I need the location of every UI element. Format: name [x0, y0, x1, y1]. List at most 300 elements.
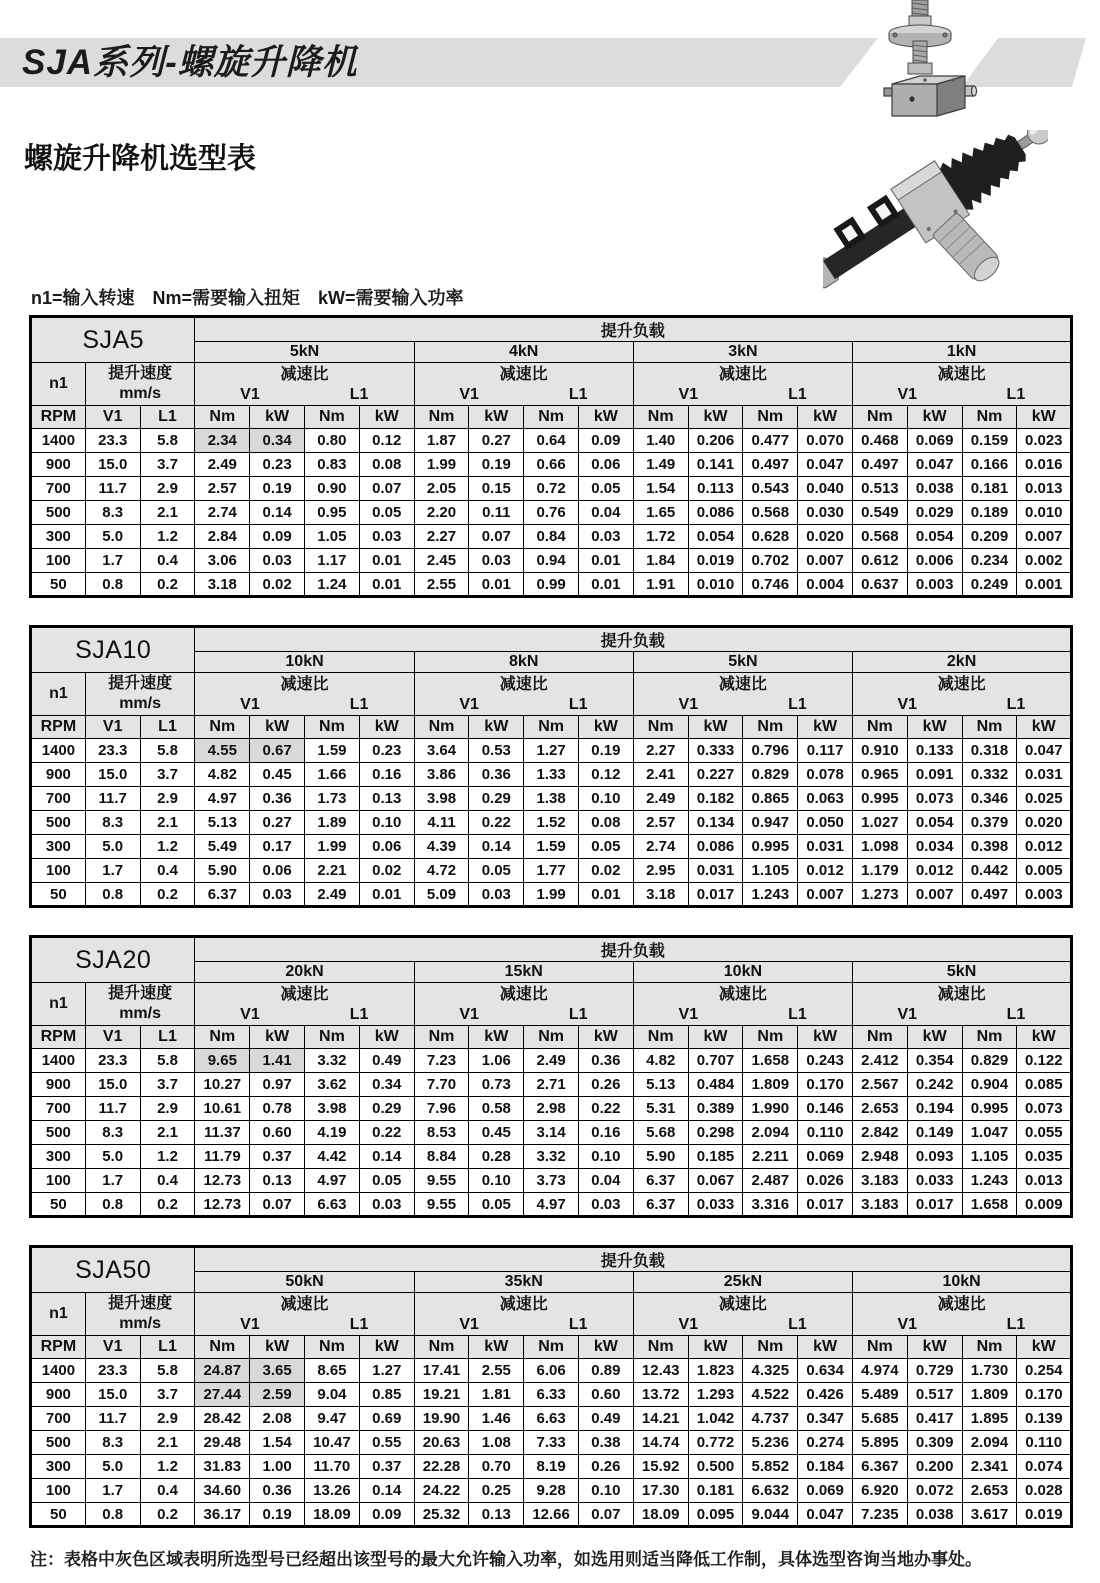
v1-label: V1 [459, 696, 479, 713]
kw-header: kW [469, 1026, 524, 1049]
speed-value: 11.7 [85, 1097, 140, 1121]
torque-power-value: 0.995 [962, 1097, 1017, 1121]
torque-power-value: 28.42 [195, 1407, 250, 1431]
torque-power-value: 4.325 [743, 1359, 798, 1383]
torque-power-value: 9.28 [524, 1479, 579, 1503]
torque-power-value: 1.59 [305, 739, 360, 763]
torque-power-value: 0.03 [359, 1193, 414, 1217]
load-value: 50kN [195, 1272, 414, 1293]
table-container-sja20 [29, 935, 1071, 1218]
kw-header: kW [250, 716, 305, 739]
torque-power-value: 0.01 [359, 549, 414, 573]
torque-power-value: 2.412 [852, 1049, 907, 1073]
torque-power-value: 0.110 [798, 1121, 853, 1145]
ratio-header [633, 363, 852, 406]
torque-power-value: 0.72 [524, 477, 579, 501]
torque-power-value: 9.55 [414, 1169, 469, 1193]
selection-table-sja50 [29, 1245, 1073, 1528]
torque-power-value: 0.182 [688, 787, 743, 811]
rpm-value: 900 [31, 1073, 86, 1097]
ratio-label: 减速比 [937, 986, 986, 1003]
ratio-header [852, 363, 1071, 406]
torque-power-value: 0.379 [962, 811, 1017, 835]
torque-power-value: 14.74 [633, 1431, 688, 1455]
torque-power-value: 0.612 [852, 549, 907, 573]
torque-power-value: 0.513 [852, 477, 907, 501]
torque-power-value: 0.477 [743, 429, 798, 453]
torque-power-value: 0.37 [250, 1145, 305, 1169]
torque-power-value: 0.017 [798, 1193, 853, 1217]
torque-power-value: 15.92 [633, 1455, 688, 1479]
rpm-value: 900 [31, 453, 86, 477]
nm-header: Nm [414, 1026, 469, 1049]
torque-power-value: 5.68 [633, 1121, 688, 1145]
torque-power-value: 0.19 [469, 453, 524, 477]
kw-header: kW [359, 406, 414, 429]
torque-power-value: 2.49 [195, 453, 250, 477]
load-header: 提升负载 [195, 937, 1072, 962]
torque-power-value: 0.033 [688, 1193, 743, 1217]
torque-power-value: 0.904 [962, 1073, 1017, 1097]
rpm-header: RPM [31, 406, 86, 429]
torque-power-value: 5.90 [195, 859, 250, 883]
torque-power-value: 0.206 [688, 429, 743, 453]
speed-value: 0.4 [140, 1479, 195, 1503]
v1-column-header: V1 [85, 1336, 140, 1359]
torque-power-value: 0.08 [359, 453, 414, 477]
nm-header: Nm [524, 406, 579, 429]
torque-power-value: 0.020 [1017, 811, 1072, 835]
kw-header: kW [579, 1026, 634, 1049]
model-name: SJA10 [31, 627, 195, 673]
torque-power-value: 0.03 [250, 883, 305, 907]
speed-value: 1.7 [85, 859, 140, 883]
kw-header: kW [798, 716, 853, 739]
torque-power-value: 0.016 [1017, 453, 1072, 477]
torque-power-value: 1.105 [743, 859, 798, 883]
torque-power-value: 0.141 [688, 453, 743, 477]
kw-header: kW [469, 1336, 524, 1359]
torque-power-value: 5.13 [195, 811, 250, 835]
torque-power-value: 0.14 [250, 501, 305, 525]
speed-value: 5.8 [140, 1359, 195, 1383]
torque-power-value: 0.628 [743, 525, 798, 549]
v1-label: V1 [897, 1316, 918, 1333]
torque-power-value: 3.18 [633, 883, 688, 907]
torque-power-value: 0.017 [907, 1193, 962, 1217]
torque-power-value: 0.017 [688, 883, 743, 907]
torque-power-value: 0.02 [359, 859, 414, 883]
kw-header: kW [250, 1026, 305, 1049]
torque-power-value: 0.030 [798, 501, 853, 525]
kw-header: kW [798, 406, 853, 429]
torque-power-value: 19.21 [414, 1383, 469, 1407]
torque-power-value: 0.03 [359, 525, 414, 549]
rpm-value: 700 [31, 787, 86, 811]
torque-power-value: 1.91 [633, 573, 688, 597]
torque-power-value: 0.05 [469, 1193, 524, 1217]
table-container-sja5 [29, 315, 1071, 598]
legend-note: n1=输入转速 Nm=需要输入扭矩 kW=需要输入功率 [31, 288, 464, 308]
torque-power-value: 0.02 [250, 573, 305, 597]
torque-power-value: 0.085 [1017, 1073, 1072, 1097]
torque-power-value: 2.95 [633, 859, 688, 883]
rpm-value: 100 [31, 1479, 86, 1503]
torque-power-value: 0.006 [907, 549, 962, 573]
torque-power-value: 2.57 [633, 811, 688, 835]
torque-power-value: 0.01 [578, 549, 633, 573]
torque-power-value: 0.086 [688, 501, 743, 525]
torque-power-value: 0.004 [798, 573, 853, 597]
ratio-label: 减速比 [280, 366, 329, 383]
ratio-header [414, 673, 633, 716]
torque-power-value: 12.43 [633, 1359, 688, 1383]
ratio-label: 减速比 [280, 1296, 329, 1313]
torque-power-value: 0.185 [688, 1145, 743, 1169]
torque-power-value: 0.110 [1017, 1431, 1072, 1455]
rpm-value: 300 [31, 835, 86, 859]
torque-power-value: 0.054 [907, 811, 962, 835]
torque-power-value: 2.21 [305, 859, 360, 883]
ratio-header [633, 983, 852, 1026]
l1-column-header: L1 [140, 406, 195, 429]
torque-power-value: 2.27 [633, 739, 688, 763]
torque-power-value: 1.99 [305, 835, 360, 859]
torque-power-value: 1.273 [852, 883, 907, 907]
torque-power-value: 0.026 [798, 1169, 853, 1193]
nm-header: Nm [524, 1336, 579, 1359]
ratio-label: 减速比 [937, 676, 986, 693]
load-value: 15kN [414, 962, 633, 983]
torque-power-value: 2.842 [852, 1121, 907, 1145]
torque-power-value: 1.658 [962, 1193, 1017, 1217]
torque-power-value: 1.730 [962, 1359, 1017, 1383]
torque-power-value: 0.019 [1017, 1503, 1072, 1527]
torque-power-value: 2.20 [414, 501, 469, 525]
torque-power-value: 0.89 [579, 1359, 634, 1383]
torque-power-value: 0.047 [1017, 739, 1072, 763]
torque-power-value: 0.60 [250, 1121, 305, 1145]
n1-header: n1 [31, 1293, 86, 1336]
torque-power-value: 0.072 [907, 1479, 962, 1503]
torque-power-value: 0.37 [359, 1455, 414, 1479]
kw-header: kW [250, 406, 305, 429]
speed-value: 15.0 [85, 763, 140, 787]
torque-power-value: 1.06 [469, 1049, 524, 1073]
torque-power-value: 6.63 [305, 1193, 360, 1217]
torque-power-value: 17.30 [633, 1479, 688, 1503]
torque-power-value: 0.050 [798, 811, 853, 835]
torque-power-value: 0.34 [359, 1073, 414, 1097]
nm-header: Nm [633, 1336, 688, 1359]
kw-header: kW [907, 716, 962, 739]
rpm-value: 100 [31, 1169, 86, 1193]
torque-power-value: 0.03 [578, 525, 633, 549]
torque-power-value: 1.05 [305, 525, 360, 549]
torque-power-value: 0.091 [907, 763, 962, 787]
torque-power-value: 5.31 [633, 1097, 688, 1121]
l1-column-header: L1 [140, 1026, 195, 1049]
kw-header: kW [579, 1336, 634, 1359]
l1-label: L1 [1006, 696, 1026, 713]
torque-power-value: 0.189 [962, 501, 1017, 525]
torque-power-value: 10.61 [195, 1097, 250, 1121]
torque-power-value: 0.58 [469, 1097, 524, 1121]
torque-power-value: 1.41 [250, 1049, 305, 1073]
torque-power-value: 0.029 [907, 501, 962, 525]
torque-power-value: 5.685 [852, 1407, 907, 1431]
torque-power-value: 9.55 [414, 1193, 469, 1217]
nm-header: Nm [305, 1336, 360, 1359]
torque-power-value: 0.019 [688, 549, 743, 573]
torque-power-value: 4.11 [414, 811, 469, 835]
torque-power-value: 4.42 [305, 1145, 360, 1169]
torque-power-value: 0.389 [688, 1097, 743, 1121]
speed-value: 0.8 [85, 883, 140, 907]
torque-power-value: 0.020 [798, 525, 853, 549]
torque-power-value: 0.073 [907, 787, 962, 811]
speed-unit-label: mm/s [119, 385, 161, 402]
torque-power-value: 0.16 [359, 763, 414, 787]
torque-power-value: 0.14 [359, 1145, 414, 1169]
ratio-label: 减速比 [499, 366, 548, 383]
torque-power-value: 4.737 [743, 1407, 798, 1431]
torque-power-value: 0.055 [1017, 1121, 1072, 1145]
torque-power-value: 0.29 [469, 787, 524, 811]
torque-power-value: 0.318 [962, 739, 1017, 763]
torque-power-value: 0.069 [907, 429, 962, 453]
rpm-value: 300 [31, 1145, 86, 1169]
torque-power-value: 5.09 [414, 883, 469, 907]
ratio-label: 减速比 [718, 676, 767, 693]
v1-label: V1 [897, 386, 918, 403]
torque-power-value: 0.184 [798, 1455, 853, 1479]
torque-power-value: 5.90 [633, 1145, 688, 1169]
torque-power-value: 2.74 [195, 501, 250, 525]
torque-power-value: 0.03 [469, 549, 524, 573]
torque-power-value: 0.074 [1017, 1455, 1072, 1479]
speed-value: 0.8 [85, 1193, 140, 1217]
kw-header: kW [578, 406, 633, 429]
torque-power-value: 0.995 [852, 787, 907, 811]
torque-power-value: 8.84 [414, 1145, 469, 1169]
torque-power-value: 2.55 [469, 1359, 524, 1383]
load-value: 5kN [633, 652, 852, 673]
torque-power-value: 0.36 [469, 763, 524, 787]
torque-power-value: 0.67 [250, 739, 305, 763]
torque-power-value: 2.49 [305, 883, 360, 907]
speed-header [85, 363, 195, 406]
torque-power-value: 0.05 [578, 477, 633, 501]
speed-value: 5.0 [85, 1455, 140, 1479]
speed-value: 2.1 [140, 811, 195, 835]
torque-power-value: 5.852 [743, 1455, 798, 1479]
kw-header: kW [907, 1026, 962, 1049]
rpm-value: 500 [31, 1121, 86, 1145]
rpm-header: RPM [31, 716, 86, 739]
torque-power-value: 0.012 [907, 859, 962, 883]
torque-power-value: 0.012 [798, 859, 853, 883]
speed-value: 0.2 [140, 573, 195, 597]
speed-unit-label: mm/s [119, 1315, 161, 1332]
torque-power-value: 1.00 [250, 1455, 305, 1479]
torque-power-value: 8.53 [414, 1121, 469, 1145]
load-value: 25kN [633, 1272, 852, 1293]
torque-power-value: 0.910 [852, 739, 907, 763]
speed-value: 23.3 [85, 1359, 140, 1383]
torque-power-value: 0.010 [1017, 501, 1072, 525]
speed-unit-label: mm/s [119, 695, 161, 712]
rpm-value: 50 [31, 573, 86, 597]
torque-power-value: 0.274 [798, 1431, 853, 1455]
torque-power-value: 0.249 [962, 573, 1017, 597]
torque-power-value: 0.181 [962, 477, 1017, 501]
load-value: 5kN [195, 342, 414, 363]
torque-power-value: 1.098 [852, 835, 907, 859]
v1-label: V1 [678, 696, 699, 713]
torque-power-value: 0.23 [250, 453, 305, 477]
speed-value: 5.8 [140, 429, 195, 453]
torque-power-value: 0.05 [469, 859, 524, 883]
rpm-value: 700 [31, 1407, 86, 1431]
torque-power-value: 2.57 [195, 477, 250, 501]
torque-power-value: 1.042 [688, 1407, 743, 1431]
torque-power-value: 0.398 [962, 835, 1017, 859]
kw-header: kW [798, 1026, 853, 1049]
torque-power-value: 4.97 [305, 1169, 360, 1193]
l1-label: L1 [788, 696, 807, 713]
v1-label: V1 [459, 386, 479, 403]
v1-label: V1 [240, 696, 260, 713]
rpm-value: 1400 [31, 1049, 86, 1073]
model-name: SJA50 [31, 1247, 195, 1293]
speed-value: 2.9 [140, 477, 195, 501]
torque-power-value: 0.159 [962, 429, 1017, 453]
torque-power-value: 22.28 [414, 1455, 469, 1479]
kw-header: kW [359, 1336, 414, 1359]
torque-power-value: 0.007 [907, 883, 962, 907]
l1-label: L1 [788, 386, 807, 403]
kw-header: kW [1017, 1336, 1072, 1359]
torque-power-value: 0.095 [688, 1503, 743, 1527]
torque-power-value: 12.73 [195, 1169, 250, 1193]
torque-power-value: 2.71 [524, 1073, 579, 1097]
speed-value: 8.3 [85, 501, 140, 525]
torque-power-value: 0.07 [579, 1503, 634, 1527]
torque-power-value: 0.149 [907, 1121, 962, 1145]
torque-power-value: 0.80 [305, 429, 360, 453]
torque-power-value: 0.14 [359, 1479, 414, 1503]
speed-value: 0.8 [85, 1503, 140, 1527]
torque-power-value: 0.023 [1017, 429, 1072, 453]
rpm-value: 100 [31, 859, 86, 883]
nm-header: Nm [633, 406, 688, 429]
torque-power-value: 0.22 [469, 811, 524, 835]
kw-header: kW [469, 406, 524, 429]
torque-power-value: 20.63 [414, 1431, 469, 1455]
torque-power-value: 4.19 [305, 1121, 360, 1145]
rpm-value: 900 [31, 763, 86, 787]
kw-header: kW [798, 1336, 853, 1359]
torque-power-value: 0.484 [688, 1073, 743, 1097]
speed-value: 0.2 [140, 883, 195, 907]
load-header: 提升负载 [195, 627, 1072, 652]
ratio-header [195, 1293, 414, 1336]
speed-value: 1.2 [140, 1145, 195, 1169]
torque-power-value: 5.49 [195, 835, 250, 859]
torque-power-value: 2.487 [743, 1169, 798, 1193]
torque-power-value: 0.354 [907, 1049, 962, 1073]
rpm-value: 100 [31, 549, 86, 573]
torque-power-value: 25.32 [414, 1503, 469, 1527]
torque-power-value: 2.27 [414, 525, 469, 549]
v1-column-header: V1 [85, 716, 140, 739]
torque-power-value: 0.234 [962, 549, 1017, 573]
torque-power-value: 0.06 [578, 453, 633, 477]
torque-power-value: 1.89 [305, 811, 360, 835]
model-name: SJA5 [31, 317, 195, 363]
table-container-sja50 [29, 1245, 1071, 1528]
torque-power-value: 24.22 [414, 1479, 469, 1503]
rpm-header: RPM [31, 1336, 86, 1359]
torque-power-value: 0.025 [1017, 787, 1072, 811]
torque-power-value: 0.034 [907, 835, 962, 859]
torque-power-value: 6.632 [743, 1479, 798, 1503]
torque-power-value: 0.468 [852, 429, 907, 453]
torque-power-value: 9.65 [195, 1049, 250, 1073]
ratio-label: 减速比 [280, 676, 329, 693]
torque-power-value: 2.98 [524, 1097, 579, 1121]
torque-power-value: 0.549 [852, 501, 907, 525]
speed-header [85, 673, 195, 716]
torque-power-value: 13.26 [305, 1479, 360, 1503]
torque-power-value: 0.70 [469, 1455, 524, 1479]
torque-power-value: 0.073 [1017, 1097, 1072, 1121]
load-value: 20kN [195, 962, 414, 983]
torque-power-value: 1.65 [633, 501, 688, 525]
torque-power-value: 0.49 [579, 1407, 634, 1431]
torque-power-value: 1.658 [743, 1049, 798, 1073]
torque-power-value: 0.417 [907, 1407, 962, 1431]
load-value: 10kN [633, 962, 852, 983]
torque-power-value: 4.55 [195, 739, 250, 763]
nm-header: Nm [852, 1336, 907, 1359]
torque-power-value: 1.54 [633, 477, 688, 501]
torque-power-value: 1.809 [962, 1383, 1017, 1407]
torque-power-value: 6.367 [852, 1455, 907, 1479]
rpm-value: 1400 [31, 1359, 86, 1383]
torque-power-value: 4.974 [852, 1359, 907, 1383]
torque-power-value: 2.74 [633, 835, 688, 859]
torque-power-value: 19.90 [414, 1407, 469, 1431]
speed-value: 23.3 [85, 429, 140, 453]
torque-power-value: 0.013 [1017, 477, 1072, 501]
torque-power-value: 11.70 [305, 1455, 360, 1479]
torque-power-value: 1.46 [469, 1407, 524, 1431]
torque-power-value: 0.865 [743, 787, 798, 811]
torque-power-value: 2.094 [962, 1431, 1017, 1455]
torque-power-value: 0.517 [907, 1383, 962, 1407]
nm-header: Nm [195, 1026, 250, 1049]
torque-power-value: 0.086 [688, 835, 743, 859]
load-header: 提升负载 [195, 1247, 1072, 1272]
torque-power-value: 0.117 [798, 739, 853, 763]
torque-power-value: 0.333 [688, 739, 743, 763]
speed-label: 提升速度 [108, 365, 173, 382]
torque-power-value: 0.038 [907, 1503, 962, 1527]
speed-value: 1.2 [140, 835, 195, 859]
series-title: SJA系列-螺旋升降机 [22, 43, 358, 82]
